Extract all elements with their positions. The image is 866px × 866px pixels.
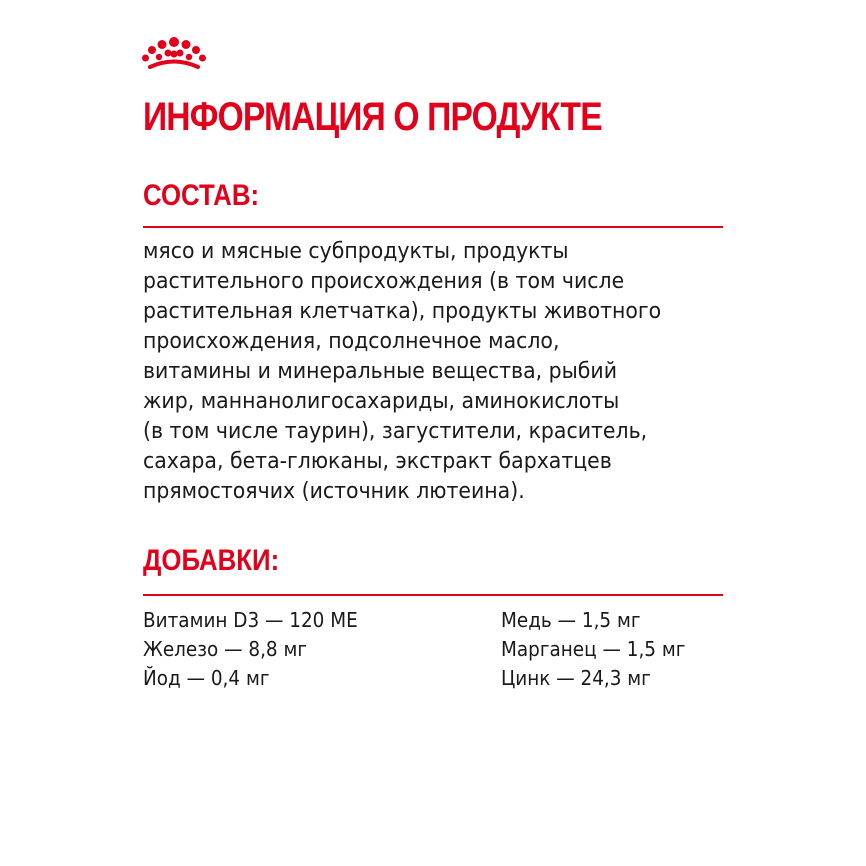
- additive-item: Марганец — 1,5 мг: [501, 637, 686, 661]
- composition-line: прямостоячих (источник лютеина).: [143, 479, 525, 504]
- royal-crown-icon: [142, 36, 206, 74]
- page-title: ИНФОРМАЦИЯ О ПРОДУКТЕ: [143, 95, 602, 139]
- additives-heading: ДОБАВКИ:: [143, 544, 280, 577]
- additive-item: Йод — 0,4 мг: [143, 666, 270, 690]
- additives-list-left: [143, 606, 376, 693]
- composition-line: витамины и минеральные вещества, рыбий: [143, 359, 617, 384]
- composition-line: растительная клетчатка), продукты животного: [143, 299, 662, 324]
- additives-list-right: [501, 606, 701, 693]
- composition-heading: СОСТАВ:: [143, 179, 260, 212]
- composition-line: растительного происхождения (в том числе: [143, 269, 625, 294]
- additive-item: Медь — 1,5 мг: [501, 608, 641, 632]
- composition-line: жир, маннанолигосахариды, аминокислоты: [143, 389, 620, 414]
- additives-divider: [143, 594, 723, 596]
- composition-line: (в том числе таурин), загустители, краситель,: [143, 419, 648, 444]
- additive-item: Железо — 8,8 мг: [143, 637, 308, 661]
- composition-line: сахара, бета-глюканы, экстракт бархатцев: [143, 449, 612, 474]
- composition-divider: [143, 226, 723, 228]
- composition-line: мясо и мясные субпродукты, продукты: [143, 239, 569, 264]
- additive-item: Витамин D3 — 120 МЕ: [143, 608, 358, 632]
- composition-line: происхождения, подсолнечное масло,: [143, 329, 560, 354]
- composition-text: [143, 237, 743, 507]
- additive-item: Цинк — 24,3 мг: [501, 666, 651, 690]
